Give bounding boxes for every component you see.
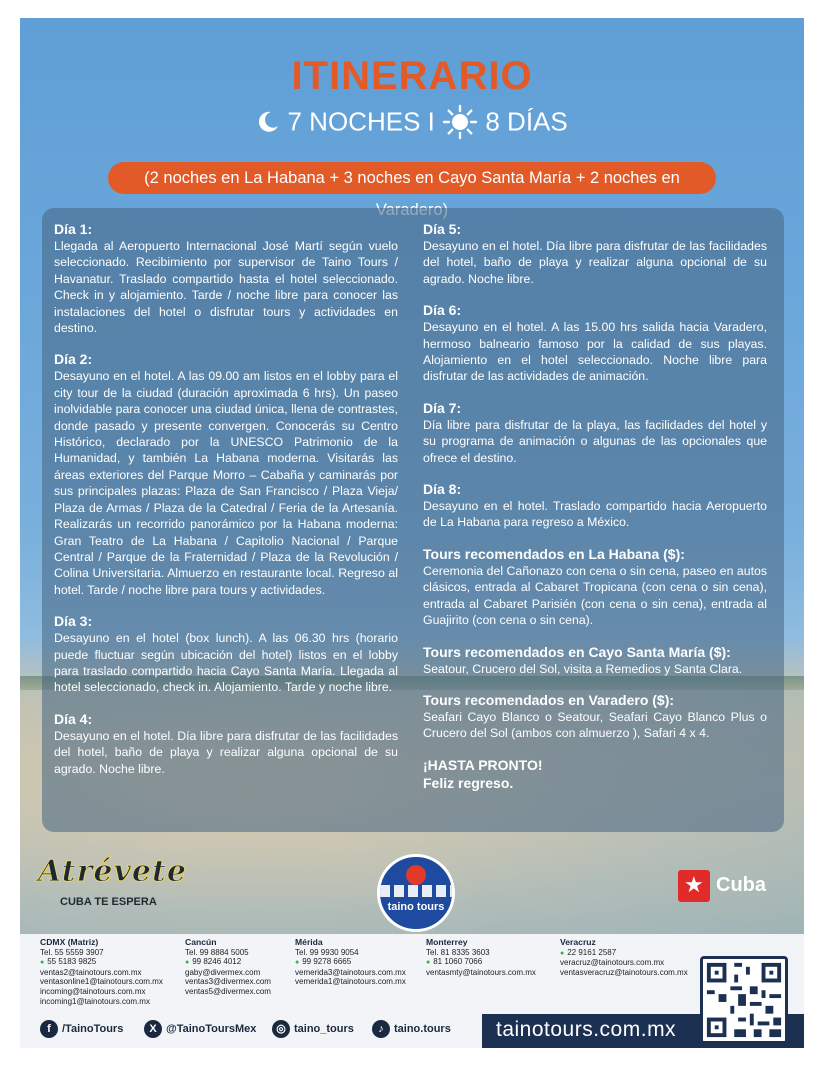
tours-varadero-text: Seafari Cayo Blanco o Seatour, Seafari Cayo Blanco Plus o Crucero del Sol (ambos con almuerzo ), Safari 4 x 4.	[423, 709, 767, 741]
office-cancun	[185, 938, 290, 997]
office-city: Cancún	[185, 937, 217, 947]
tiktok-link[interactable]	[372, 1020, 451, 1038]
qr-code-icon[interactable]	[700, 956, 788, 1044]
office-city: CDMX (Matriz)	[40, 937, 99, 947]
office-email[interactable]: vemerida3@tainotours.com.mx	[295, 967, 406, 977]
facebook-handle: /TainoTours	[62, 1022, 124, 1035]
days-label: 8 DÍAS	[485, 106, 568, 137]
farewell-title: ¡HASTA PRONTO!	[423, 756, 543, 773]
instagram-icon: ◎	[272, 1020, 290, 1038]
office-whatsapp: ● 99 9278 6665	[295, 957, 420, 968]
office-email[interactable]: incoming@tainotours.com.mx	[40, 986, 146, 996]
taino-tours-logo	[377, 854, 455, 932]
star-icon: ★	[684, 872, 704, 897]
x-link[interactable]	[144, 1020, 256, 1038]
x-handle: @TainoToursMex	[166, 1022, 257, 1035]
office-email[interactable]: ventasonline1@tainotours.com.mx	[40, 977, 163, 987]
itinerary-left-column	[54, 220, 398, 791]
website-link[interactable]: tainotours.com.mx	[496, 1018, 677, 1041]
tiktok-handle: taino.tours	[394, 1022, 451, 1035]
instagram-handle: taino_tours	[294, 1022, 354, 1035]
page-title: ITINERARIO	[291, 54, 533, 98]
cuba-logo	[678, 866, 778, 906]
day-8-text: Desayuno en el hotel. Traslado compartido hacia Aeropuerto de La Habana para regreso a México.	[423, 499, 767, 530]
office-email[interactable]: ventas5@divermex.com	[185, 986, 271, 996]
tours-cayo-text: Seatour, Crucero del Sol, visita a Remedios y Santa Clara.	[423, 661, 743, 676]
logo-sun-icon	[406, 865, 426, 885]
office-whatsapp: ● 22 9161 2587	[560, 948, 695, 959]
facebook-link[interactable]	[40, 1020, 123, 1038]
tours-habana-text: Ceremonia del Cañonazo con cena o sin cena, paseo en autos clásicos, entrada al Cabaret Tropicana (con cena o sin cena), entrada al Cabaret Parisién (con cena o sin cena), entrada al Guajirito (con cena o sin cena).	[423, 563, 767, 628]
office-city: Mérida	[295, 937, 323, 947]
day-7-title: Día 7:	[423, 399, 462, 416]
day-2-title: Día 2:	[54, 351, 93, 368]
office-email[interactable]: veracruz@tainotours.com.mx	[560, 958, 665, 968]
facebook-icon: f	[40, 1020, 58, 1038]
office-monterrey	[426, 938, 556, 977]
atrevete-logo	[38, 848, 188, 928]
duration-separator: I	[427, 106, 435, 137]
office-whatsapp: ● 55 5183 9825	[40, 957, 180, 968]
farewell-subtitle: Feliz regreso.	[423, 774, 514, 791]
logo-waves-icon	[380, 885, 452, 897]
sun-icon	[442, 104, 478, 140]
itinerary-summary: (2 noches en La Habana + 3 noches en Cayo Santa María + 2 noches en	[108, 162, 716, 194]
x-icon: X	[144, 1020, 162, 1038]
office-email[interactable]: ventasveracruz@tainotours.com.mx	[560, 967, 688, 977]
day-6-text: Desayuno en el hotel. A las 15.00 hrs salida hacia Varadero, hermoso balneario famoso por la calidad de sus playas. Alojamiento en el hotel seleccionado. Noche libre para disfrutar de las actividades de animación.	[423, 320, 767, 384]
tours-habana-title: Tours recomendados en La Habana ($):	[423, 545, 685, 562]
tours-cayo-title: Tours recomendados en Cayo Santa María ($):	[423, 643, 731, 660]
office-veracruz	[560, 938, 695, 977]
day-4-title: Día 4:	[54, 710, 93, 727]
itinerary-right-column	[423, 220, 767, 792]
office-city: Monterrey	[426, 937, 468, 947]
atrevete-wordmark: Atrévete	[38, 854, 187, 889]
moon-icon	[256, 110, 280, 134]
office-cdmx	[40, 938, 180, 1006]
day-2-text: Desayuno en el hotel. A las 09.00 am listos en el lobby para el city tour de la ciudad (duración aproximada 6 hrs). Un paseo inolvidable para conocer una ciudad única, llena de contrastes, donde pasado y presente convergen. Conocerás su Centro Histórico, declarado por la UNESCO Patrimonio de la Humanidad, y también La Habana moderna. Visitarás las áreas exteriores del Parque Morro – Cabaña y caminarás por sus principales plazas: Plaza de San Francisco / Plaza Vieja/ Plaza de Armas / Plaza de la Catedral / Feria de la Artesanía. Realizarás un recorrido panorámico por la Habana moderna: Gran Teatro de La Habana / Capitolio Nacional / Parque Central / Parque de la Fraternidad / Plaza de la Revolución / Colina Universitaria. Almuerzo en restaurante local. Regreso al hotel. Tarde / noche libre para tours y actividades.	[54, 369, 398, 597]
office-email[interactable]: ventasmty@tainotours.com.mx	[426, 967, 536, 977]
day-1-text: Llegada al Aeropuerto Internacional José Martí según vuelo seleccionado. Recibimiento por supervisor de Taino Tours / Havanatur. Traslado compartido hasta el hotel seleccionado. Check in y alojamiento. Tarde / noche libre para conocer las instalaciones del hotel o disfrutar tours y actividades en destino.	[54, 239, 398, 336]
atrevete-tagline: CUBA TE ESPERA	[60, 896, 157, 908]
contact-footer	[20, 934, 804, 1048]
day-5-text: Desayuno en el hotel. Día libre para disfrutar de las facilidades del hotel, baño de playa y realizar alguna opcional de su agrado. Noche libre.	[423, 239, 767, 286]
office-whatsapp: ● 81 1060 7066	[426, 957, 556, 968]
office-city: Veracruz	[560, 937, 596, 947]
day-7-text: Día libre para disfrutar de la playa, las facilidades del hotel y su programa de animación o algunas de las opcionales que ofrece el destino.	[423, 417, 767, 465]
office-phone: Tel. 55 5559 3907	[40, 947, 104, 957]
tiktok-icon: ♪	[372, 1020, 390, 1038]
office-whatsapp: ● 99 8246 4012	[185, 957, 290, 968]
day-1-title: Día 1:	[54, 221, 93, 237]
office-phone: Tel. 99 9930 9054	[295, 947, 359, 957]
day-5-title: Día 5:	[423, 221, 462, 237]
office-email[interactable]: gaby@divermex.com	[185, 967, 261, 977]
day-3-title: Día 3:	[54, 613, 93, 630]
office-phone: Tel. 81 8335 3603	[426, 947, 490, 957]
taino-logo-text: taino tours	[387, 901, 445, 913]
office-email[interactable]: vemerida1@tainotours.com.mx	[295, 977, 406, 987]
office-email[interactable]: ventas2@tainotours.com.mx	[40, 967, 142, 977]
office-phone: Tel. 99 8884 5005	[185, 947, 249, 957]
office-merida	[295, 938, 420, 987]
day-8-title: Día 8:	[423, 481, 462, 498]
instagram-link[interactable]	[272, 1020, 354, 1038]
tours-varadero-title: Tours recomendados en Varadero ($):	[423, 691, 675, 708]
day-3-text: Desayuno en el hotel (box lunch). A las 06.30 hrs (horario puede fluctuar según ubicación del hotel) listos en el lobby para traslado compartido hacia Cayo Santa María. Llegada al hotel seleccionado, check in. Alojamiento. Tarde y noche libre.	[54, 631, 398, 695]
office-email[interactable]: incoming1@tainotours.com.mx	[40, 996, 150, 1006]
nights-label: 7 NOCHES	[287, 106, 421, 137]
day-4-text: Desayuno en el hotel. Día libre para disfrutar de las facilidades del hotel, baño de playa y realizar alguna opcional de su agrado. Noche libre.	[54, 728, 398, 776]
office-email[interactable]: ventas3@divermex.com	[185, 977, 271, 987]
page-frame	[20, 18, 804, 1048]
day-6-title: Día 6:	[423, 302, 462, 319]
cuba-wordmark: Cuba	[716, 874, 766, 896]
duration-line	[20, 104, 804, 140]
